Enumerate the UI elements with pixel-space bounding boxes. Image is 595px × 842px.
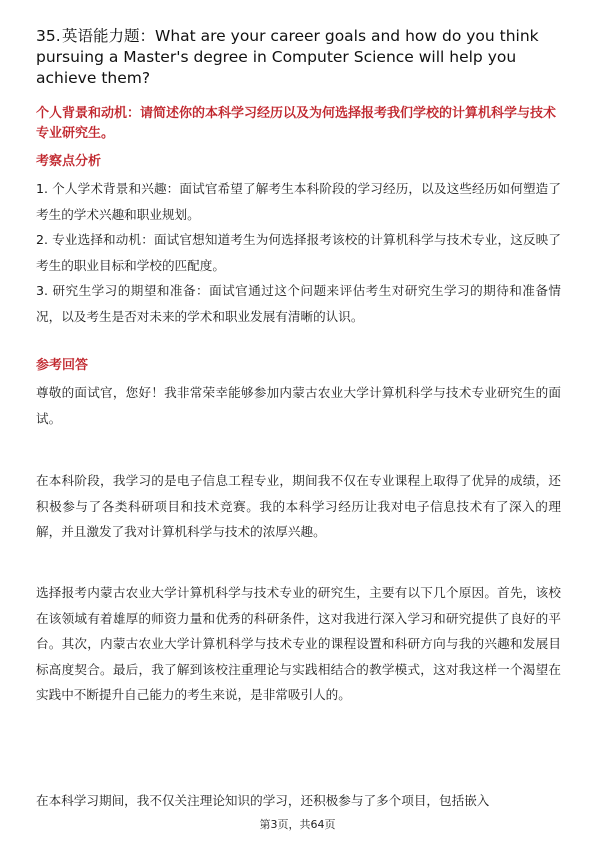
analysis-points xyxy=(36,176,561,329)
answer-paragraph: 在本科阶段，我学习的是电子信息工程专业，期间我不仅在专业课程上取得了优异的成绩，还积极参与了各类科研项目和技术竞赛。我的本科学习经历让我对电子信息技术有了深入的理解，并且激发了我对计算机科学与技术的浓厚兴趣。 xyxy=(36,473,561,539)
prompt-heading: 个人背景和动机：请简述你的本科学习经历以及为何选择报考我们学校的计算机科学与技术专业研究生。 xyxy=(36,106,557,141)
question-title xyxy=(36,26,564,89)
answer-paragraph: 在本科学习期间，我不仅关注理论知识的学习，还积极参与了多个项目，包括嵌入 xyxy=(36,793,490,808)
question-number: 35. xyxy=(36,27,61,45)
analysis-point: 1. 个人学术背景和兴趣：面试官希望了解考生本科阶段的学习经历，以及这些经历如何塑造了考生的学术兴趣和职业规划。 xyxy=(36,181,561,222)
answer-paragraph: 尊敬的面试官，您好！我非常荣幸能够参加内蒙古农业大学计算机科学与技术专业研究生的面试。 xyxy=(36,385,561,426)
answer-heading: 参考回答 xyxy=(36,358,89,373)
page-footer: 第3页，共64页 xyxy=(259,818,336,831)
question-text: 英语能力题：What are your career goals and how do you think pursuing a Master's degree in Computer Science will help you achieve them? xyxy=(36,27,539,87)
analysis-heading: 考察点分析 xyxy=(36,154,102,169)
answer-paragraph: 选择报考内蒙古农业大学计算机科学与技术专业的研究生，主要有以下几个原因。首先，该校在该领域有着雄厚的师资力量和优秀的科研条件，这对我进行深入学习和研究提供了良好的平台。其次，内蒙古农业大学计算机科学与技术专业的课程设置和科研方向与我的兴趣和发展目标高度契合。最后，我了解到该校注重理论与实践相结合的教学模式，这对我这样一个渴望在实践中不断提升自己能力的考生来说，是非常吸引人的。 xyxy=(36,585,561,702)
analysis-point: 2. 专业选择和动机：面试官想知道考生为何选择报考该校的计算机科学与技术专业，这反映了考生的职业目标和学校的匹配度。 xyxy=(36,232,561,273)
analysis-point: 3. 研究生学习的期望和准备：面试官通过这个问题来评估考生对研究生学习的期待和准备情况，以及考生是否对未来的学术和职业发展有清晰的认识。 xyxy=(36,283,561,324)
